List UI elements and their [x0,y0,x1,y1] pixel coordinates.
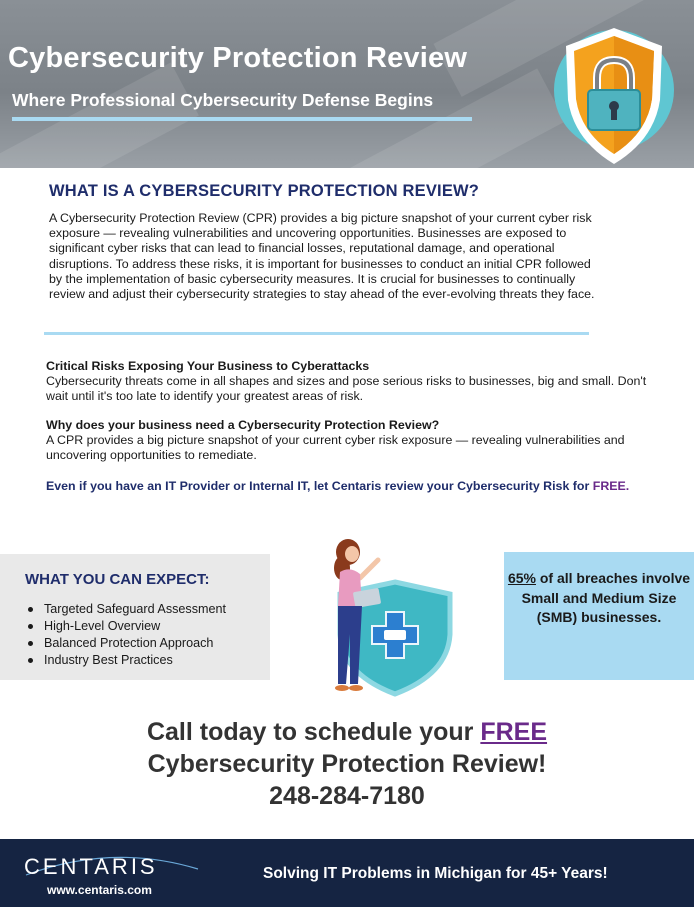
padlock-shield-icon [550,20,678,170]
stat-description: of all breaches involve Small and Medium Size (SMB) businesses. [521,570,691,625]
intro-heading: WHAT IS A CYBERSECURITY PROTECTION REVIEW? [49,182,480,200]
section-critical-risks [46,359,656,405]
list-item [26,652,226,669]
stat-percent: 65% [507,570,536,586]
expect-title: WHAT YOU CAN EXPECT: [25,571,210,588]
page-title: Cybersecurity Protection Review [8,42,468,74]
cta-line-2: Cybersecurity Protection Review! [147,750,547,778]
intro-paragraph: A Cybersecurity Protection Review (CPR) provides a big picture snapshot of your current cyber risk exposure — revealing vulnerabilities and uncovering opportunities. Businesses are exposed to significant cyber risks that can lead to financial losses, reputational damage, and operational disruptions. To address these risks, it is important for businesses to conduct an initial CPR followed by the implementation of basic cybersecurity measures. It is crucial for businesses to continually review and adjust their cybersecurity strategies to stay ahead of the ever-evolving threats they face. [49,211,595,302]
page-subtitle: Where Professional Cybersecurity Defense Begins [12,90,434,110]
cta-line-1 [0,716,694,748]
free-review-line [46,479,629,493]
woman-with-shield-illustration [300,534,460,704]
section-heading: Why does your business need a Cybersecurity Protection Review? [46,418,440,432]
call-to-action [0,716,694,812]
bullet-icon [28,658,33,663]
list-item [26,635,226,652]
section-body: A CPR provides a big picture snapshot of your current cyber risk exposure — revealing vulnerabilities and uncovering opportunities to remediate. [46,433,625,463]
list-item [26,601,226,618]
subtitle-underline [12,117,472,121]
list-item-label: Industry Best Practices [44,653,173,667]
free-line-text: Even if you have an IT Provider or Internal IT, let Centaris review your Cybersecurity Risk for [46,479,593,493]
list-item-label: High-Level Overview [44,619,161,633]
bullet-icon [28,641,33,646]
phone-number[interactable]: 248-284-7180 [269,782,425,810]
list-item-label: Balanced Protection Approach [44,636,214,650]
stat-text [504,569,694,628]
centaris-logo: CENTARIS [24,854,158,879]
website-link[interactable]: www.centaris.com [47,883,152,897]
footer-tagline: Solving IT Problems in Michigan for 45+ Years! [263,865,608,882]
cta-line-1-prefix: Call today to schedule your [146,718,481,746]
list-item [26,618,226,635]
section-why-cpr [46,418,656,464]
intro-divider [44,332,589,335]
bullet-icon [28,624,33,629]
section-body: Cybersecurity threats come in all shapes and sizes and pose serious risks to businesses, big and small. Don't wait until it's too late to identify your greatest areas of risk. [46,374,647,404]
free-line-free-word: FREE. [592,479,630,493]
section-heading: Critical Risks Exposing Your Business to Cyberattacks [46,359,370,373]
cta-free-word: FREE [480,718,548,746]
expect-list [26,601,226,669]
bullet-icon [28,607,33,612]
list-item-label: Targeted Safeguard Assessment [44,602,227,616]
